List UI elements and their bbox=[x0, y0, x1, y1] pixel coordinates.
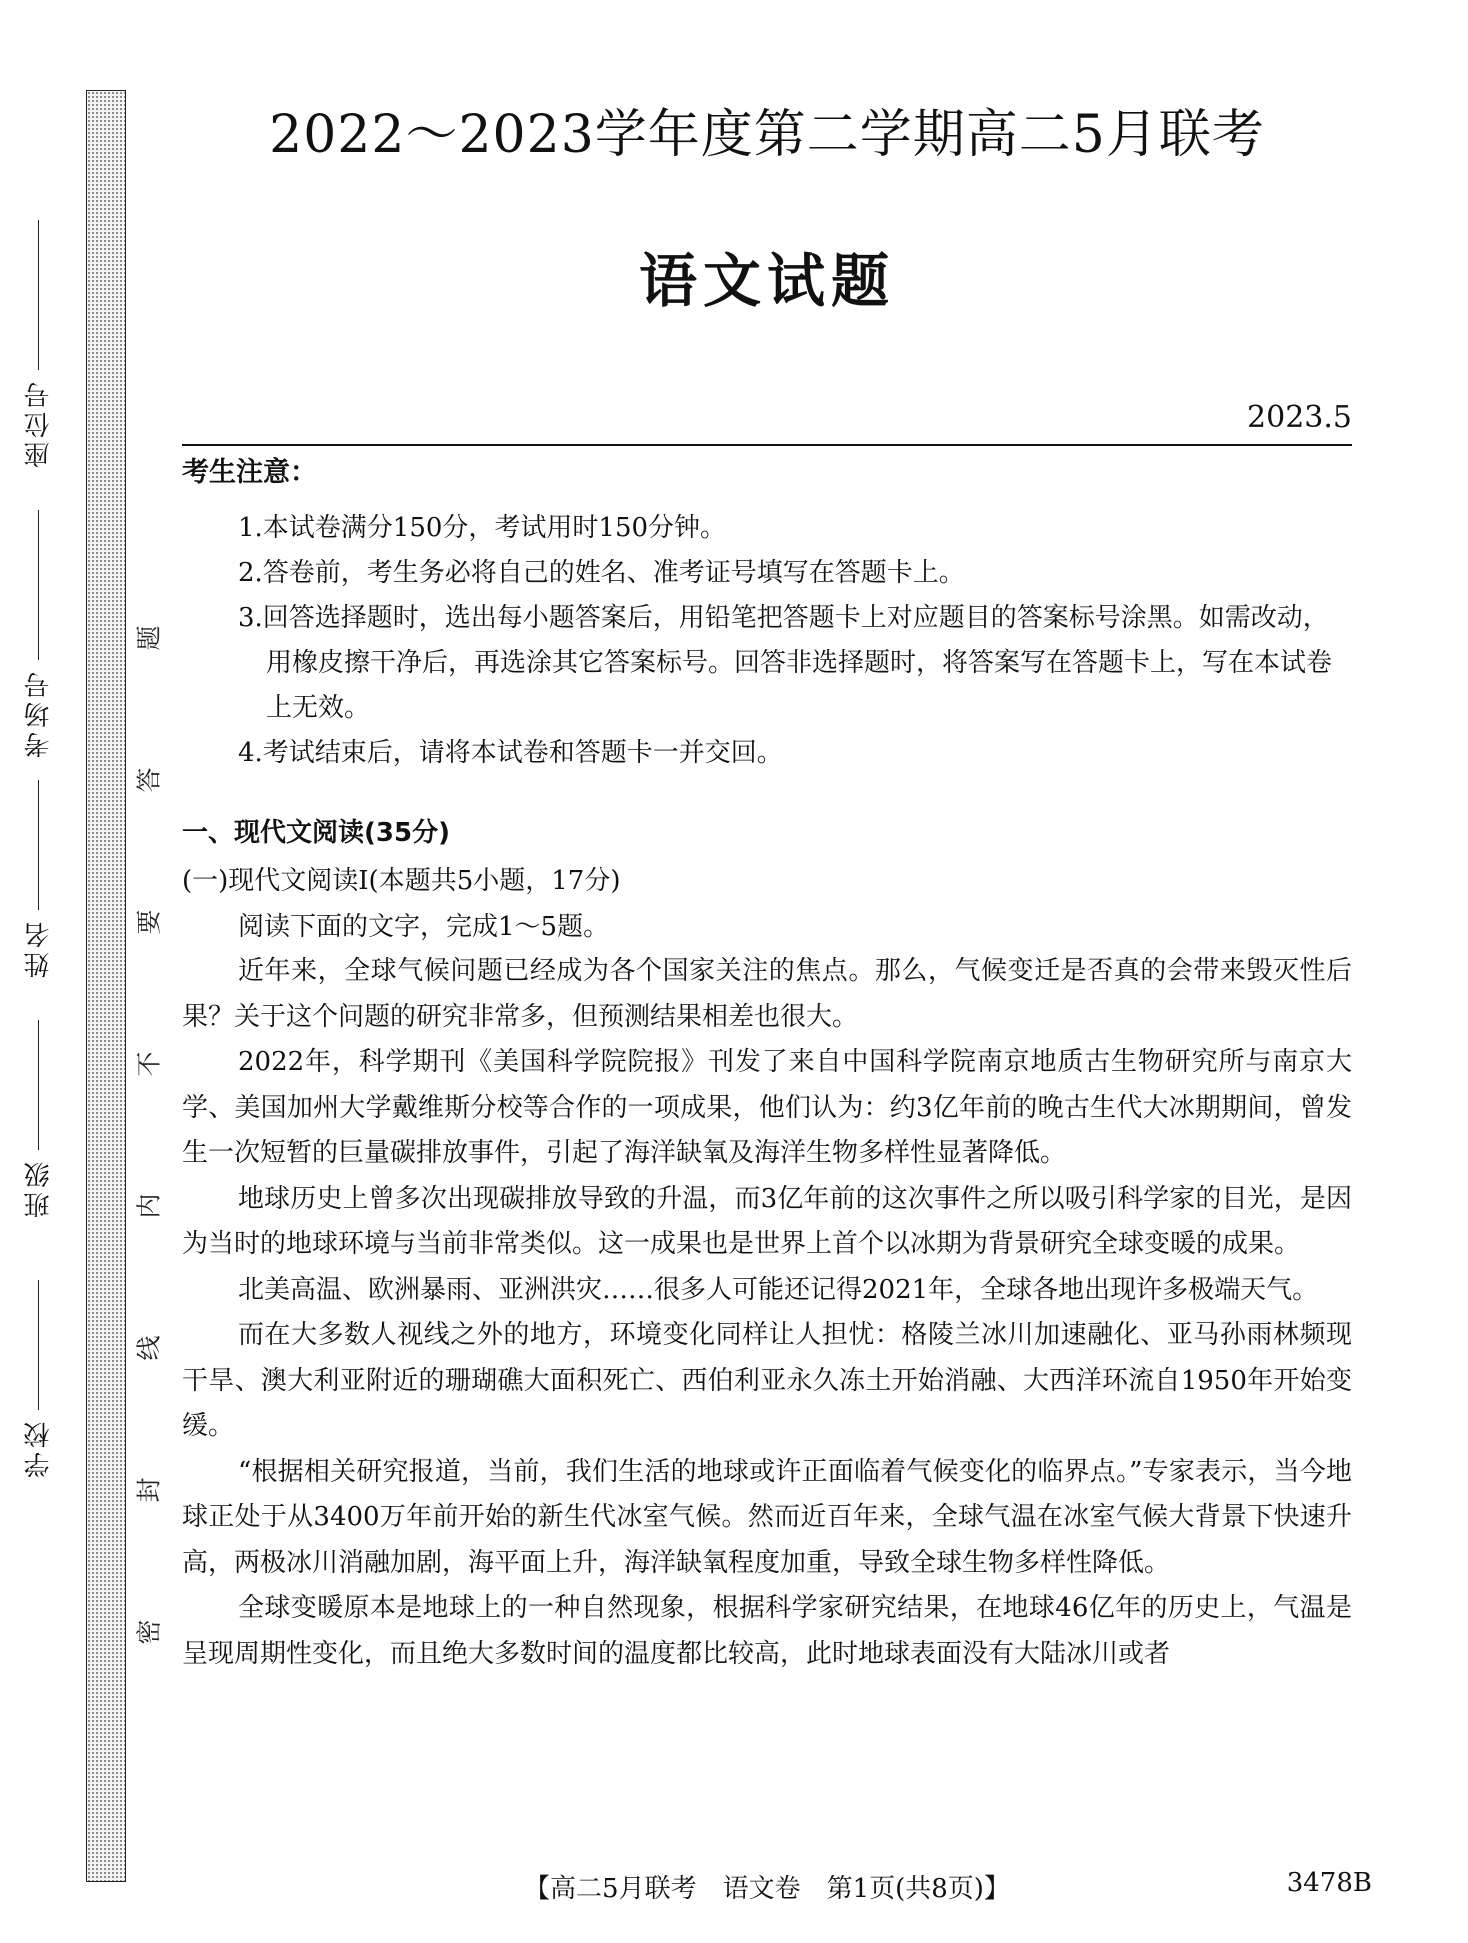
passage-paragraph: 近年来，全球气候问题已经成为各个国家关注的焦点。那么，气候变迁是否真的会带来毁灭性后果？关于这个问题的研究非常多，但预测结果相差也很大。 bbox=[182, 956, 1352, 1032]
section-subheading: (一)现代文阅读Ⅰ(本题共5小题，17分) bbox=[182, 866, 621, 896]
school-field bbox=[18, 1280, 58, 1478]
seat-field bbox=[18, 220, 58, 468]
exam-room-line bbox=[38, 510, 39, 660]
class-field bbox=[18, 1020, 58, 1218]
seal-char: 不 bbox=[134, 1051, 164, 1077]
notice-list bbox=[238, 506, 1352, 776]
notice-heading: 考生注意： bbox=[182, 457, 317, 488]
passage-paragraph: 而在大多数人视线之外的地方，环境变化同样让人担忧：格陵兰冰川加速融化、亚马孙雨林频现干旱、澳大利亚附近的珊瑚礁大面积死亡、西伯利亚永久冻土开始消融、大西洋环流自1950年开始变缓。 bbox=[182, 1320, 1352, 1441]
reading-instruction: 阅读下面的文字，完成1～5题。 bbox=[238, 912, 610, 942]
section-heading: 一、现代文阅读(35分) bbox=[182, 818, 450, 848]
notice-item: 4.考试结束后，请将本试卷和答题卡一并交回。 bbox=[238, 738, 783, 768]
passage-paragraph: 全球变暖原本是地球上的一种自然现象，根据科学家研究结果，在地球46亿年的历史上，气温是呈现周期性变化，而且绝大多数时间的温度都比较高，此时地球表面没有大陆冰川或者 bbox=[182, 1593, 1352, 1669]
passage-paragraph: 地球历史上曾多次出现碳排放导致的升温，而3亿年前的这次事件之所以吸引科学家的目光，是因为当时的地球环境与当前非常类似。这一成果也是世界上首个以冰期为背景研究全球变暖的成果。 bbox=[182, 1183, 1352, 1259]
seal-char: 密 bbox=[134, 1619, 164, 1645]
class-line bbox=[38, 1020, 39, 1150]
notice-item: 3.回答选择题时，选出每小题答案后，用铅笔把答题卡上对应题目的答案标号涂黑。如需改动，用橡皮擦干净后，再选涂其它答案标号。回答非选择题时，将答案写在答题卡上，写在本试卷上无效。 bbox=[238, 603, 1333, 723]
seal-char: 答 bbox=[134, 767, 164, 793]
exam-room-label: 考场号 bbox=[23, 668, 54, 758]
passage-paragraph: 北美高温、欧洲暴雨、亚洲洪灾……很多人可能还记得2021年，全球各地出现许多极端天气。 bbox=[238, 1274, 1319, 1305]
exam-room-field bbox=[18, 510, 58, 758]
header-rule bbox=[182, 444, 1352, 446]
seal-char: 封 bbox=[134, 1477, 164, 1503]
footer-code: 3478B bbox=[1286, 1868, 1372, 1898]
subject-title: 语文试题 bbox=[638, 247, 895, 315]
seal-char: 内 bbox=[134, 1193, 164, 1219]
passage-paragraph: “根据相关研究报道，当前，我们生活的地球或许正面临着气候变化的临界点。”专家表示，当今地球正处于从3400万年前开始的新生代冰室气候。然而近百年来，全球气温在冰室气候大背景下快速升高，两极冰川消融加剧，海平面上升，海洋缺氧程度加重，导致全球生物多样性降低。 bbox=[182, 1456, 1352, 1578]
binding-strip bbox=[86, 90, 126, 1882]
seal-line-text bbox=[129, 620, 167, 1650]
seat-line bbox=[38, 220, 39, 370]
name-line bbox=[38, 780, 39, 910]
name-field bbox=[18, 780, 58, 978]
school-label: 学校 bbox=[23, 1418, 54, 1478]
page-footer bbox=[182, 1868, 1372, 1904]
seal-char: 题 bbox=[134, 625, 164, 651]
seat-label: 座位号 bbox=[23, 378, 54, 468]
seal-char: 线 bbox=[134, 1335, 164, 1361]
class-label: 班级 bbox=[23, 1158, 54, 1218]
binding-fields bbox=[18, 220, 58, 1720]
seal-char: 要 bbox=[134, 909, 164, 935]
name-label: 姓名 bbox=[23, 918, 54, 978]
exam-date: 2023.5 bbox=[1247, 400, 1352, 435]
notice-item: 1.本试卷满分150分，考试用时150分钟。 bbox=[238, 513, 727, 543]
exam-title: 2022～2023学年度第二学期高二5月联考 bbox=[269, 105, 1265, 165]
school-line bbox=[38, 1280, 39, 1410]
passage-paragraph: 2022年，科学期刊《美国科学院院报》刊发了来自中国科学院南京地质古生物研究所与南京大学、美国加州大学戴维斯分校等合作的一项成果，他们认为：约3亿年前的晚古生代大冰期期间，曾发生一次短暂的巨量碳排放事件，引起了海洋缺氧及海洋生物多样性显著降低。 bbox=[182, 1047, 1352, 1168]
reading-passage bbox=[182, 949, 1352, 1677]
footer-page-info: 【高二5月联考 语文卷 第1页(共8页)】 bbox=[524, 1874, 1010, 1904]
notice-item: 2.答卷前，考生务必将自己的姓名、准考证号填写在答题卡上。 bbox=[238, 558, 965, 588]
